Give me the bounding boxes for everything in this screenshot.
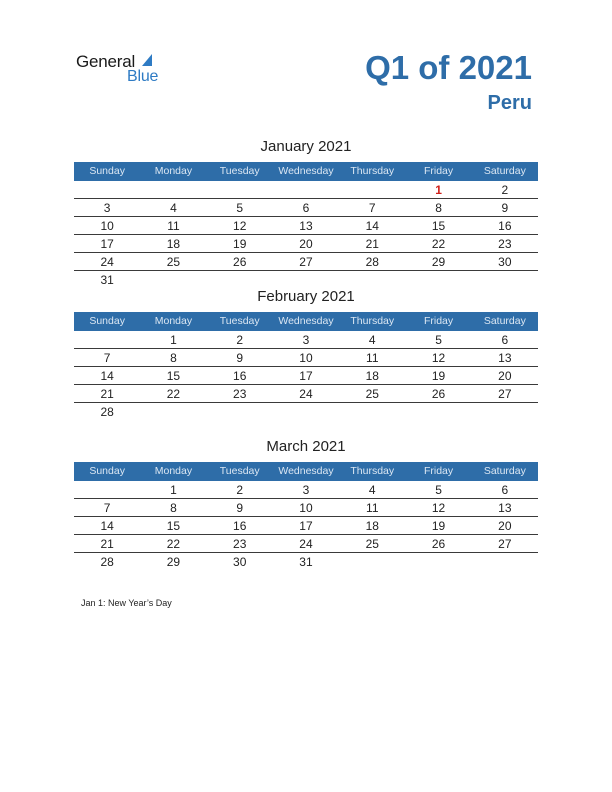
weekday-label: Wednesday	[278, 315, 334, 327]
day-cell: 4	[368, 483, 376, 497]
day-cell: 9	[501, 201, 509, 215]
day-cell	[140, 181, 206, 198]
day-cell: 25	[166, 255, 181, 269]
day-cell: 13	[299, 219, 313, 233]
weekday-header	[74, 462, 538, 481]
day-cell: 14	[365, 219, 379, 233]
month-title: February 2021	[257, 288, 355, 305]
day-cell: 9	[236, 501, 244, 515]
weekday-label: Sunday	[89, 165, 125, 177]
day-cell	[74, 481, 140, 498]
day-cell: 11	[167, 219, 180, 233]
day-cell: 28	[100, 405, 114, 419]
logo-triangle-icon	[142, 54, 152, 66]
month-calendar-january	[74, 137, 538, 288]
day-cell: 9	[236, 351, 244, 365]
day-cell: 24	[100, 255, 114, 269]
day-cell: 29	[431, 255, 446, 269]
day-cell	[339, 271, 405, 288]
week-row	[74, 517, 538, 535]
day-cell: 2	[236, 333, 244, 347]
day-cell	[74, 181, 140, 198]
week-row	[74, 553, 538, 570]
day-cell	[207, 271, 273, 288]
weekday-label: Monday	[154, 165, 193, 177]
month-title: January 2021	[260, 138, 352, 155]
weekday-label: Saturday	[483, 465, 526, 477]
day-cell: 12	[431, 501, 446, 515]
day-cell: 19	[233, 237, 247, 251]
day-cell: 17	[100, 237, 114, 251]
day-cell: 17	[299, 369, 313, 383]
day-cell: 11	[366, 501, 379, 515]
day-cell: 2	[501, 183, 509, 197]
day-cell: 21	[365, 237, 379, 251]
day-cell	[339, 181, 405, 198]
day-cell: 18	[365, 369, 379, 383]
day-cell	[339, 553, 405, 570]
day-cell: 13	[498, 351, 512, 365]
day-cell: 10	[299, 501, 313, 515]
day-cell: 20	[299, 237, 313, 251]
day-cell	[339, 403, 405, 420]
day-cell: 19	[431, 519, 446, 533]
day-cell: 8	[170, 351, 177, 365]
day-cell: 15	[166, 519, 181, 533]
brand-logo	[76, 52, 186, 88]
holiday-note: Jan 1: New Year’s Day	[81, 598, 172, 608]
day-cell: 4	[170, 201, 177, 215]
weekday-label: Friday	[423, 165, 454, 177]
month-calendar-february	[74, 287, 538, 420]
day-cell: 8	[435, 201, 442, 215]
day-cell: 12	[233, 219, 247, 233]
week-row	[74, 199, 538, 217]
day-cell: 15	[431, 219, 446, 233]
day-cell: 26	[431, 387, 446, 401]
day-cell	[207, 181, 273, 198]
day-cell	[472, 271, 538, 288]
weekday-label: Monday	[154, 315, 193, 327]
day-cell: 26	[233, 255, 247, 269]
week-row	[74, 535, 538, 553]
week-row	[74, 271, 538, 288]
day-cell: 18	[365, 519, 379, 533]
day-cell	[273, 181, 339, 198]
day-cell: 11	[366, 351, 379, 365]
day-cell: 15	[166, 369, 181, 383]
day-cell: 29	[166, 555, 181, 569]
weekday-label: Tuesday	[219, 465, 260, 477]
weekday-label: Thursday	[350, 315, 395, 327]
day-cell: 7	[103, 351, 111, 365]
day-cell	[74, 331, 140, 348]
day-cell: 5	[435, 483, 442, 497]
day-cell: 24	[299, 537, 313, 551]
day-cell: 20	[498, 519, 512, 533]
week-row	[74, 367, 538, 385]
weekday-label: Monday	[154, 465, 193, 477]
weekday-header	[74, 312, 538, 331]
day-cell: 27	[498, 387, 512, 401]
week-row	[74, 181, 538, 199]
weekday-label: Saturday	[483, 165, 526, 177]
day-cell: 27	[498, 537, 512, 551]
week-row	[74, 499, 538, 517]
day-cell: 8	[170, 501, 177, 515]
day-cell	[140, 403, 206, 420]
day-cell: 26	[431, 537, 446, 551]
day-cell	[472, 403, 538, 420]
day-cell	[273, 403, 339, 420]
day-cell: 22	[431, 237, 446, 251]
weekday-label: Tuesday	[219, 315, 260, 327]
day-cell: 23	[233, 537, 247, 551]
logo-text-blue: Blue	[127, 68, 159, 85]
day-cell: 16	[233, 369, 247, 383]
day-cell: 1	[435, 183, 442, 197]
weekday-label: Friday	[423, 315, 454, 327]
day-cell	[472, 553, 538, 570]
day-cell: 16	[498, 219, 512, 233]
day-cell: 5	[435, 333, 442, 347]
day-cell: 31	[299, 555, 313, 569]
day-cell: 22	[166, 387, 181, 401]
month-title: March 2021	[266, 438, 346, 455]
day-cell: 13	[498, 501, 512, 515]
day-cell	[405, 271, 471, 288]
day-cell: 21	[100, 537, 114, 551]
day-cell: 3	[302, 483, 310, 497]
day-cell: 3	[103, 201, 111, 215]
page-title: Q1 of 2021	[365, 49, 532, 86]
day-cell: 6	[302, 201, 310, 215]
day-cell: 5	[236, 201, 244, 215]
weekday-label: Sunday	[89, 465, 125, 477]
day-cell: 16	[233, 519, 247, 533]
day-cell: 1	[170, 483, 177, 497]
day-cell: 25	[365, 537, 379, 551]
week-row	[74, 253, 538, 271]
day-cell: 27	[299, 255, 313, 269]
weekday-header	[74, 162, 538, 181]
day-cell	[405, 553, 471, 570]
day-cell: 3	[302, 333, 310, 347]
day-cell: 4	[368, 333, 376, 347]
day-cell: 14	[100, 369, 114, 383]
month-calendar-march	[74, 437, 538, 570]
day-cell: 17	[299, 519, 313, 533]
logo-text-general: General	[76, 52, 136, 71]
weekday-label: Tuesday	[219, 165, 260, 177]
day-cell: 7	[368, 201, 376, 215]
weekday-label: Friday	[423, 465, 454, 477]
week-row	[74, 349, 538, 367]
weekday-label: Saturday	[483, 315, 526, 327]
week-row	[74, 217, 538, 235]
day-cell: 19	[431, 369, 446, 383]
day-cell: 31	[100, 273, 114, 287]
weekday-label: Wednesday	[278, 465, 334, 477]
day-cell	[405, 403, 471, 420]
day-cell: 23	[233, 387, 247, 401]
day-cell: 30	[233, 555, 247, 569]
weekday-label: Thursday	[350, 165, 395, 177]
day-cell: 23	[498, 237, 512, 251]
day-cell: 7	[103, 501, 111, 515]
day-cell: 30	[498, 255, 512, 269]
day-cell: 10	[299, 351, 313, 365]
day-cell: 28	[100, 555, 114, 569]
day-cell: 25	[365, 387, 379, 401]
week-row	[74, 331, 538, 349]
week-row	[74, 403, 538, 420]
day-cell	[140, 271, 206, 288]
week-row	[74, 385, 538, 403]
day-cell: 18	[166, 237, 181, 251]
day-cell: 10	[100, 219, 114, 233]
day-cell	[273, 271, 339, 288]
weekday-label: Sunday	[89, 315, 125, 327]
weekday-label: Thursday	[350, 465, 395, 477]
day-cell: 2	[236, 483, 244, 497]
day-cell: 14	[100, 519, 114, 533]
day-cell: 6	[501, 333, 509, 347]
day-cell: 12	[431, 351, 446, 365]
day-cell: 1	[170, 333, 177, 347]
week-row	[74, 235, 538, 253]
day-cell: 20	[498, 369, 512, 383]
day-cell: 6	[501, 483, 509, 497]
day-cell: 24	[299, 387, 313, 401]
day-cell	[207, 403, 273, 420]
country-name: Peru	[487, 92, 532, 114]
day-cell: 21	[100, 387, 114, 401]
day-cell: 28	[365, 255, 379, 269]
holiday-notes	[81, 598, 172, 608]
weekday-label: Wednesday	[278, 165, 334, 177]
day-cell: 22	[166, 537, 181, 551]
week-row	[74, 481, 538, 499]
